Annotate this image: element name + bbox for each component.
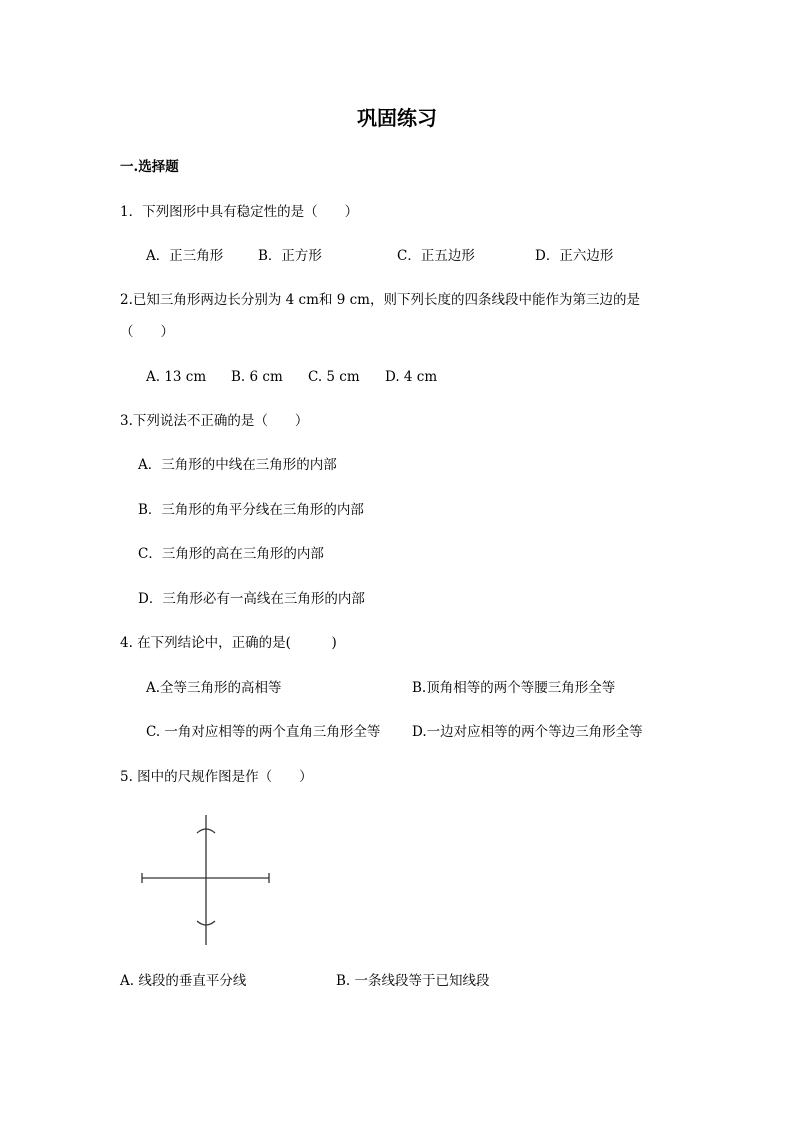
page-title: 巩固练习 xyxy=(357,106,437,130)
question-2-option-a: A. 13 cm xyxy=(146,369,207,385)
question-3-option-c: C．三角形的高在三角形的内部 xyxy=(138,546,324,562)
question-4-option-c: C. 一角对应相等的两个直角三角形全等 xyxy=(146,724,381,740)
question-4-option-d: D.一边对应相等的两个等边三角形全等 xyxy=(412,724,643,740)
question-5-stem: 5. 图中的尺规作图是作（ ） xyxy=(120,769,313,785)
question-1-option-a: A．正三角形 xyxy=(146,248,224,264)
question-4-option-a: A.全等三角形的高相等 xyxy=(146,680,282,696)
question-1-option-d: D．正六边形 xyxy=(535,248,614,264)
question-2-option-b: B. 6 cm xyxy=(231,369,283,385)
question-1-option-c: C．正五边形 xyxy=(397,248,475,264)
question-1-stem: 1．下列图形中具有稳定性的是（ ） xyxy=(120,204,359,220)
question-5-option-b: B. 一条线段等于已知线段 xyxy=(336,973,490,989)
section-heading: 一.选择题 xyxy=(120,159,179,175)
question-2-stem-line1: 2.已知三角形两边长分别为 4 cm和 9 cm，则下列长度的四条线段中能作为第三边的是 xyxy=(120,292,640,308)
question-3-option-d: D．三角形必有一高线在三角形的内部 xyxy=(138,591,365,607)
question-3-option-a: A．三角形的中线在三角形的内部 xyxy=(138,457,337,473)
question-3-stem: 3.下列说法不正确的是（ ） xyxy=(120,413,309,429)
question-4-stem: 4. 在下列结论中，正确的是( ) xyxy=(120,635,337,651)
question-1-option-b: B．正方形 xyxy=(258,248,322,264)
question-5-option-a: A. 线段的垂直平分线 xyxy=(120,973,247,989)
question-2-stem-line2: （ ） xyxy=(120,324,174,340)
question-4-option-b: B.顶角相等的两个等腰三角形全等 xyxy=(412,680,616,696)
question-2-option-d: D. 4 cm xyxy=(385,369,438,385)
question-2-option-c: C. 5 cm xyxy=(308,369,360,385)
construction-figure xyxy=(138,815,278,950)
question-3-option-b: B．三角形的角平分线在三角形的内部 xyxy=(138,502,364,518)
